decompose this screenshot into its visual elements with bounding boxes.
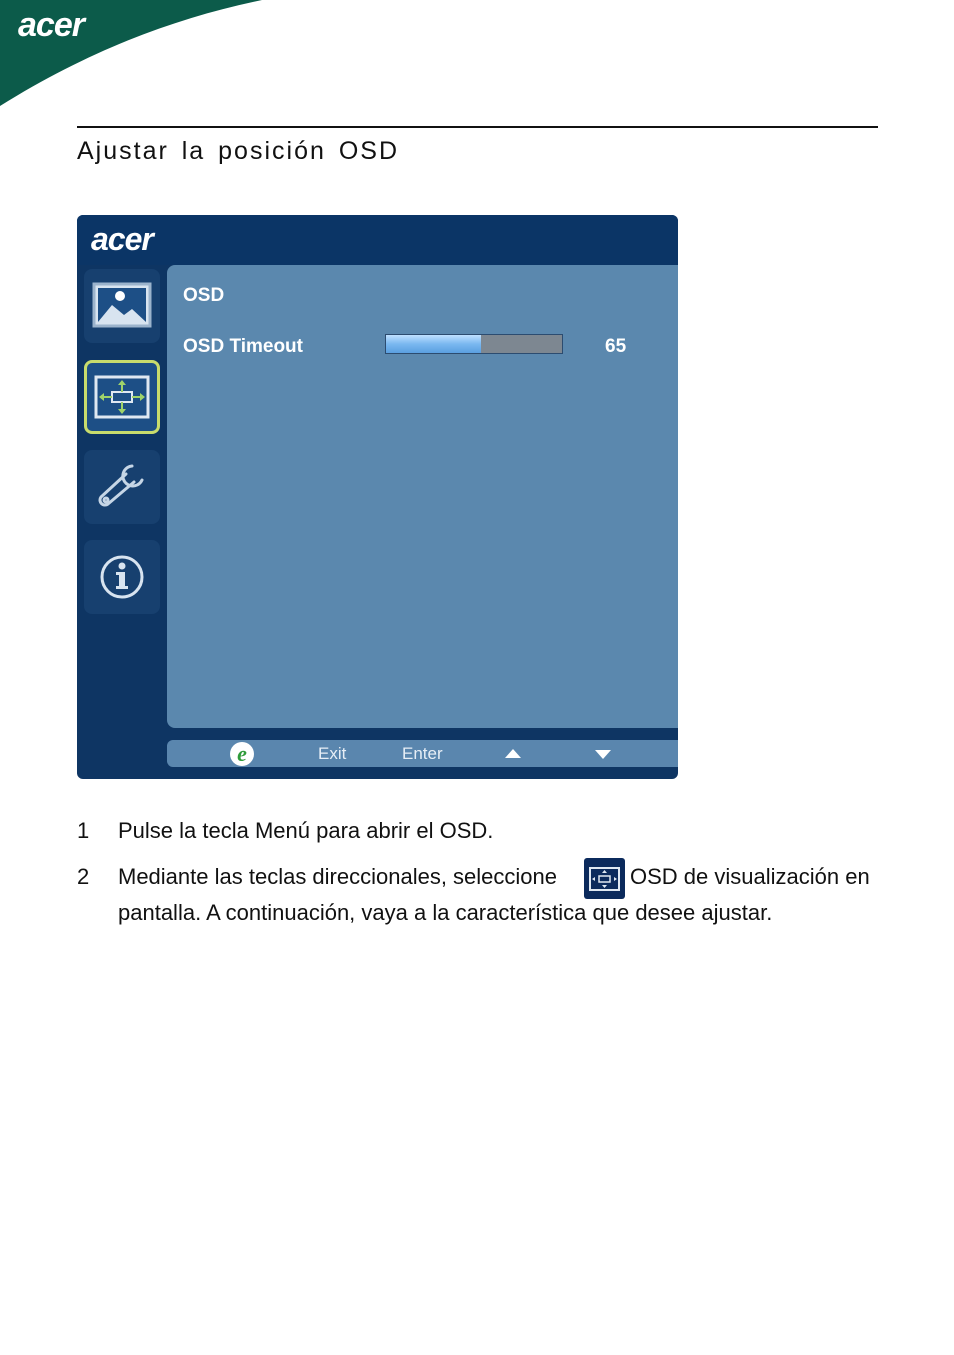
osd-timeout-slider-fill	[386, 335, 481, 353]
up-arrow-icon[interactable]	[503, 747, 523, 761]
step-text: Pulse la tecla Menú para abrir el OSD.	[118, 818, 494, 843]
info-icon	[84, 540, 160, 614]
step-text-line2: pantalla. A continuación, vaya a la característica que desee ajustar.	[118, 900, 773, 925]
osd-position-icon	[584, 858, 625, 899]
step-2	[77, 864, 878, 894]
exit-button[interactable]: Exit	[318, 744, 347, 763]
osd-timeout-label: OSD Timeout	[183, 336, 303, 357]
osd-timeout-value: 65	[605, 336, 627, 357]
osd-logo: acer	[91, 221, 153, 257]
sidebar-info-button[interactable]	[84, 540, 160, 614]
empowering-e-icon[interactable]	[227, 740, 257, 768]
enter-button[interactable]: Enter	[402, 744, 443, 763]
sidebar-settings-button[interactable]	[84, 450, 160, 524]
header-rule	[77, 126, 878, 128]
osd-footer	[167, 740, 678, 767]
inline-osd-position-icon	[584, 858, 625, 899]
step-text-after-icon: OSD de visualización en	[630, 864, 870, 889]
sidebar-osd-button[interactable]	[84, 360, 160, 434]
step-text-before-icon: Mediante las teclas direccionales, seleccione	[118, 864, 558, 889]
step-number: 1	[77, 818, 90, 843]
acer-corner-banner	[0, 0, 270, 110]
osd-position-icon	[87, 363, 157, 431]
osd-header	[77, 215, 678, 265]
osd-settings-panel	[167, 265, 678, 728]
brand-logo: acer	[18, 6, 84, 44]
picture-icon	[84, 269, 160, 343]
wrench-settings-icon	[84, 450, 160, 524]
osd-screenshot	[77, 215, 678, 779]
osd-timeout-slider[interactable]	[385, 334, 563, 354]
step-1	[77, 818, 878, 848]
down-arrow-icon[interactable]	[593, 747, 613, 761]
page-title: Ajustar la posición OSD	[77, 137, 400, 165]
step-2-continuation	[77, 900, 878, 930]
svg-text:e: e	[237, 741, 247, 766]
osd-panel-title: OSD	[183, 285, 225, 306]
sidebar-picture-button[interactable]	[84, 269, 160, 343]
step-number: 2	[77, 864, 90, 889]
